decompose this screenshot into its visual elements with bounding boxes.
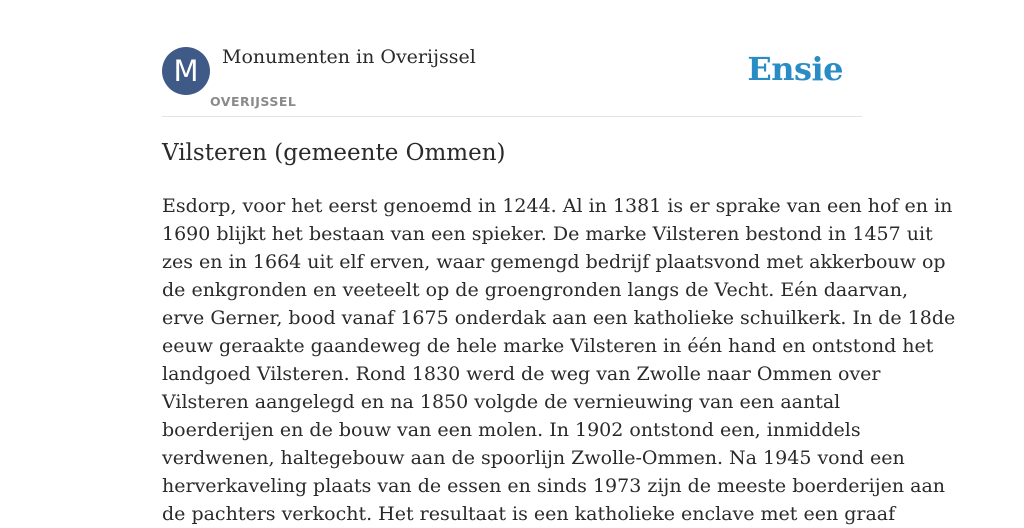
ensie-logo[interactable]: Ensie (747, 50, 843, 88)
article-body (162, 192, 956, 528)
article-line: landgoed Vilsteren. Rond 1830 werd de weg van Zwolle naar Ommen over (162, 363, 881, 385)
article-line: Vilsteren aangelegd en na 1850 volgde de vernieuwing van een aantal (162, 391, 841, 413)
site-title[interactable]: Monumenten in Overijssel (222, 46, 476, 68)
article-line: de pachters verkocht. Het resultaat is een katholieke enclave met een graaf (162, 503, 896, 525)
article-line: Esdorp, voor het eerst genoemd in 1244. Al in 1381 is er sprake van een hof en in (162, 195, 953, 217)
category-label[interactable]: OVERIJSSEL (210, 94, 297, 109)
article-title: Vilsteren (gemeente Ommen) (162, 140, 506, 166)
article-line: 1690 blijkt het bestaan van een spieker. De marke Vilsteren bestond in 1457 uit (162, 223, 933, 245)
article-line: verdwenen, haltegebouw aan de spoorlijn Zwolle-Ommen. Na 1945 vond een (162, 447, 905, 469)
site-header (162, 0, 862, 117)
avatar[interactable]: M (162, 47, 210, 95)
article-line: herverkaveling plaats van de essen en sinds 1973 zijn de meeste boerderijen aan (162, 475, 946, 497)
article-line: eeuw geraakte gaandeweg de hele marke Vilsteren in één hand en ontstond het (162, 335, 934, 357)
article-line: boerderijen en de bouw van een molen. In 1902 ontstond een, inmiddels (162, 419, 861, 441)
article-line: de enkgronden en veeteelt op de groengronden langs de Vecht. Eén daarvan, (162, 279, 909, 301)
article-line: zes en in 1664 uit elf erven, waar gemengd bedrijf plaatsvond met akkerbouw op (162, 251, 946, 273)
article-line: erve Gerner, bood vanaf 1675 onderdak aan een katholieke schuilkerk. In de 18de (162, 307, 956, 329)
